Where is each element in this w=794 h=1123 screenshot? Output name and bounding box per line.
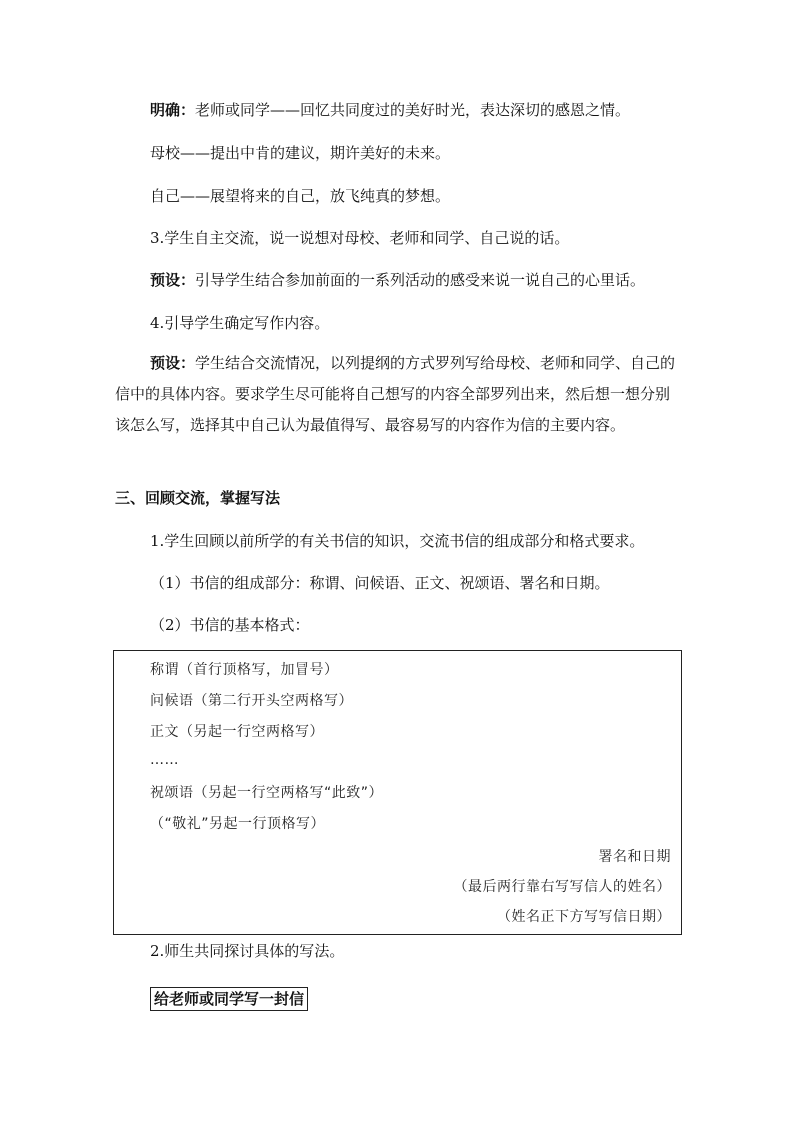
format-body: 正文（另起一行空两格写） [150, 724, 324, 740]
format-respects: （“敬礼”另起一行顶格写） [150, 816, 326, 832]
format-salutation: 称谓（首行顶格写，加冒号） [150, 662, 339, 678]
clarify-text: 老师或同学——回忆共同度过的美好时光，表达深切的感恩之情。 [195, 101, 631, 119]
self-line: 自己——展望将来的自己，放飞纯真的梦想。 [150, 187, 451, 205]
format-ellipsis: …… [150, 752, 179, 768]
format-closing: 祝颂语（另起一行空两格写“此致”） [150, 785, 384, 801]
preset-1-lead: 预设： [150, 271, 196, 289]
format-signature-date: 署名和日期 [598, 849, 671, 865]
preset-2-text: 学生结合交流情况，以列提纲的方式罗列写给母校、老师和同学、自己的信中的具体内容。要求学生尽可能将自己想写的内容全部罗列出来，然后想一想分别该怎么写，选择其中自己认为最值得写、最容易写的内容作为信的主要内容。 [115, 354, 676, 434]
preset-2-lead: 预设： [150, 354, 196, 372]
preset-1 [150, 273, 645, 288]
step-4: 4.引导学生确定写作内容。 [150, 314, 330, 332]
step-3: 3.学生自主交流，说一说想对母校、老师和同学、自己说的话。 [150, 229, 570, 247]
step-1: 1.学生回顾以前所学的有关书信的知识，交流书信的组成部分和格式要求。 [150, 532, 645, 550]
format-signature-note: （最后两行靠右写写信人的姓名） [453, 879, 671, 895]
framed-title: 给老师或同学写一封信 [150, 987, 308, 1011]
format-date-note: （姓名正下方写写信日期） [497, 909, 671, 925]
preset-2-paragraph [115, 348, 680, 441]
preset-1-text: 引导学生结合参加前面的一系列活动的感受来说一说自己的心里话。 [195, 271, 646, 289]
section-3-heading: 三、回顾交流，掌握写法 [115, 489, 281, 507]
sub-item-1: （1）书信的组成部分：称谓、问候语、正文、祝颂语、署名和日期。 [150, 574, 610, 592]
format-greeting: 问候语（第二行开头空两格写） [150, 693, 353, 709]
step-2: 2.师生共同探讨具体的写法。 [150, 942, 345, 960]
sub-item-2: （2）书信的基本格式： [150, 616, 310, 634]
letter-format-box [113, 650, 682, 935]
school-line: 母校——提出中肯的建议，期许美好的未来。 [150, 144, 451, 162]
clarify-lead: 明确： [150, 101, 196, 119]
clarify-line [150, 103, 630, 118]
